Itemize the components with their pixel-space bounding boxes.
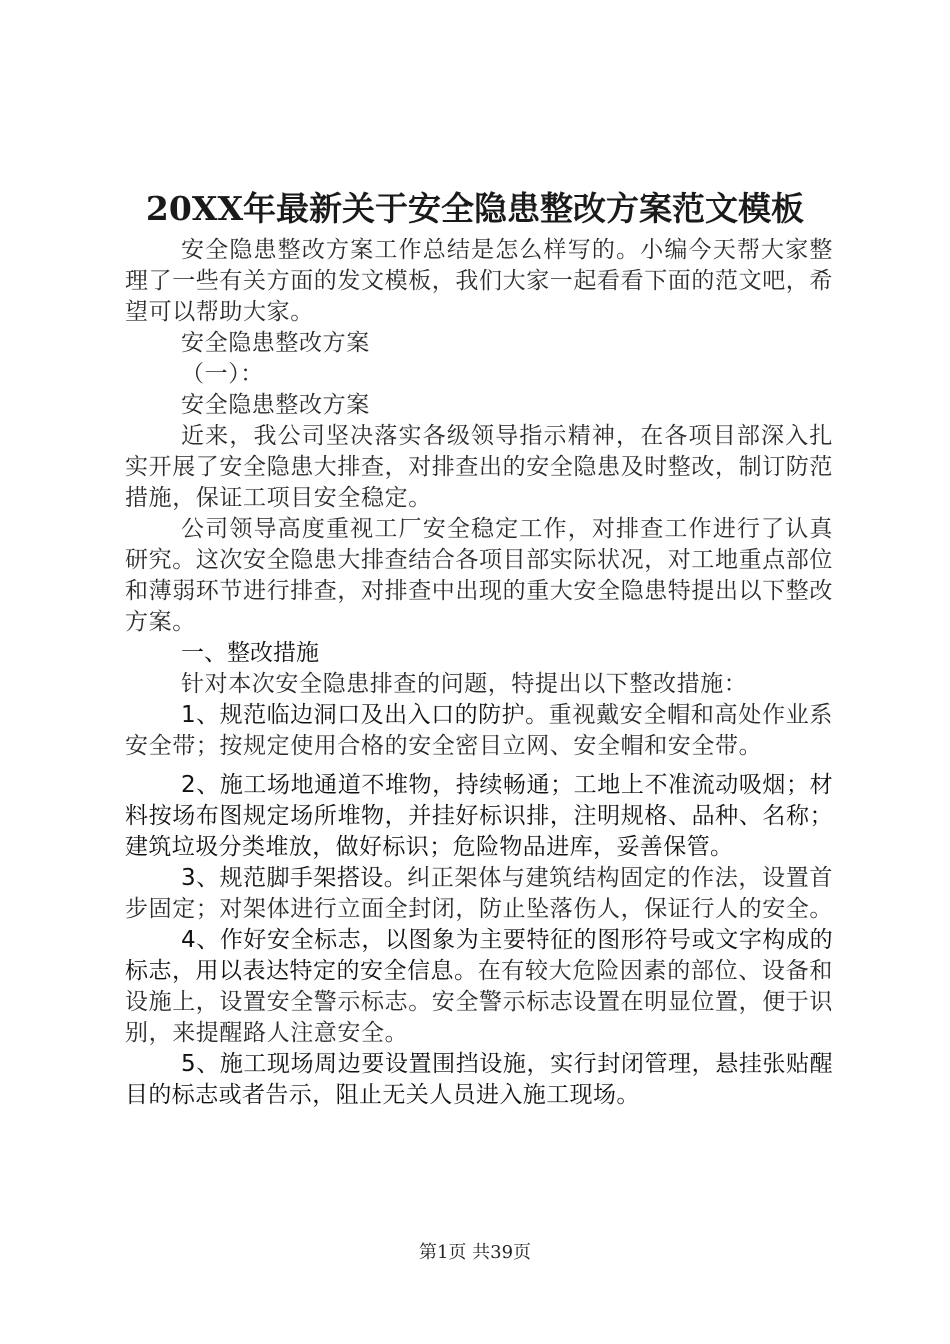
list-item-4-text: 在有较大危险因素的部位、设备和设施上，设置安全警示标志。安全警示标志设置在明显位置，便于识别，来提醒路人注意安全。 xyxy=(125,958,834,1046)
paragraph-2: 公司领导高度重视工厂安全稳定工作，对排查工作进行了认真研究。这次安全隐患大排查结合各项目部实际状况，对工地重点部位和薄弱环节进行排查，对排查中出现的重大安全隐患特提出以下整改方案。 xyxy=(125,516,833,635)
list-item-2: 2、施工场地通道不堆物，持续畅通；工地上不准流动吸烟；材料按场布图规定场所堆物，并挂好标识排，注明规格、品种、名称；建筑垃圾分类堆放，做好标识；危险物品进库，妥善保管。 xyxy=(125,772,833,860)
list-item-3 xyxy=(125,863,833,925)
list-item-4 xyxy=(125,925,833,1049)
intro-paragraph: 安全隐患整改方案工作总结是怎么样写的。小编今天帮大家整理了一些有关方面的发文模板，我们大家一起看看下面的范文吧，希望可以帮助大家。 xyxy=(125,237,833,325)
page-number: 第1页 共39页 xyxy=(418,1242,532,1263)
paragraph-3: 针对本次安全隐患排查的问题，特提出以下整改措施： xyxy=(181,671,748,697)
list-item-3-text: 纠正架体与建筑结构固定的作法，设置首步固定；对架体进行立面全封闭，防止坠落伤人，保证行人的安全。 xyxy=(125,865,833,922)
subtitle: 安全隐患整改方案 xyxy=(181,330,370,356)
document-title: 20XX年最新关于安全隐患整改方案范文模板 xyxy=(145,189,805,228)
section-title: 安全隐患整改方案 xyxy=(181,392,370,418)
heading-measures: 一、整改措施 xyxy=(181,640,319,666)
paragraph-1: 近来，我公司坚决落实各级领导指示精神，在各项目部深入扎实开展了安全隐患大排查，对排查出的安全隐患及时整改，制订防范措施，保证工项目安全稳定。 xyxy=(125,423,833,511)
list-item-1 xyxy=(125,700,833,762)
list-item-1-text: 重视戴安全帽和高处作业系安全带；按规定使用合格的安全密目立网、安全帽和安全带。 xyxy=(125,702,833,759)
document-body xyxy=(125,235,833,1111)
list-item-5: 5、施工现场周边要设置围挡设施，实行封闭管理，悬挂张贴醒目的标志或者告示，阻止无关人员进入施工现场。 xyxy=(125,1051,833,1108)
list-item-1-lead: 1、规范临边洞口及出入口的防护。 xyxy=(181,702,549,728)
list-item-3-lead: 3、规范脚手架搭设。 xyxy=(181,865,408,891)
list-item-4-lead: 4、作好安全标志，以图象为主要特征的图形符号或文字构成的标志，用以表达特定的安全信息。 xyxy=(125,927,833,984)
section-marker: （一）： xyxy=(181,361,264,387)
